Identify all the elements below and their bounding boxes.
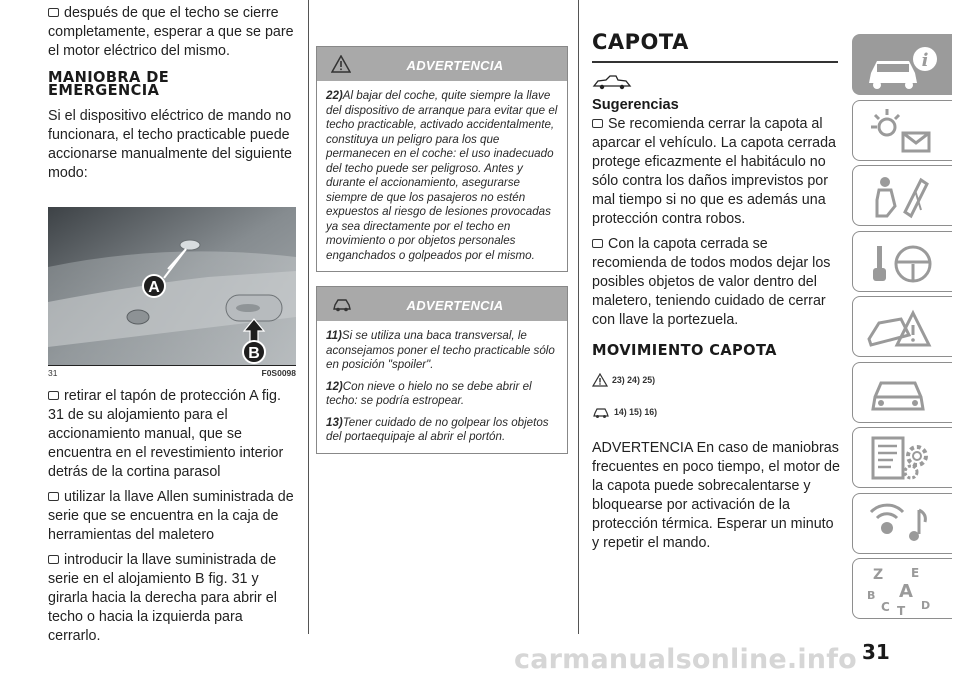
tab-steering-key[interactable] [852, 231, 952, 292]
tab-dashboard-lights[interactable] [852, 100, 952, 161]
reference-line-1: 23) 24) 25) [592, 369, 840, 391]
label-a: A [148, 279, 160, 296]
column-1 [48, 0, 296, 646]
warning-header [317, 287, 567, 321]
column-2 [316, 46, 568, 454]
emergency-paragraph: Si el dispositivo eléctrico de mando no funcionara, el techo practicable puede accionarse manualmente del siguiente modo: [48, 108, 292, 181]
bullet-icon [592, 119, 603, 128]
tab-car-service[interactable] [852, 362, 952, 423]
car-crash-icon [863, 301, 943, 353]
figure-31 [48, 207, 296, 379]
svg-text:B: B [867, 589, 876, 602]
section-sidebar [852, 34, 952, 624]
step-item: introducir la llave suministrada de serie en el alojamiento B fig. 31 y girarla hacia la derecha para abrir el techo o hacia la izquierda para cerrarlo. [48, 552, 277, 644]
svg-text:i: i [921, 50, 929, 71]
page-number: 31 [862, 640, 890, 664]
seat-airbag-icon [863, 170, 943, 222]
heading-line-1: MANIOBRA DE [48, 68, 170, 87]
svg-text:E: E [911, 566, 920, 580]
warning-triangle-icon [592, 373, 608, 387]
figure-code: F0S0098 [261, 368, 296, 378]
car-warning-icon [592, 405, 610, 419]
bullet-icon [48, 555, 59, 564]
step-item: utilizar la llave Allen suministrada de serie que se encuentra en la caja de herramientas del maletero [48, 489, 294, 543]
warning-body [317, 321, 567, 453]
warning-item: 12)Con nieve o hielo no se debe abrir el techo: se podría estropear. [326, 379, 532, 407]
bullet-icon [592, 239, 603, 248]
checklist-gear-icon [863, 432, 943, 484]
tab-car-crash[interactable] [852, 296, 952, 357]
warning-item: 13)Tener cuidado de no golpear los objetos del portaequipaje al abrir el portón. [326, 415, 549, 443]
tab-checklist-gear[interactable] [852, 427, 952, 488]
car-info-icon [863, 39, 943, 91]
steering-wheel-key-icon [863, 236, 943, 288]
warning-title: ADVERTENCIA [406, 58, 504, 73]
emergency-steps [48, 387, 296, 646]
warning-box-2 [316, 286, 568, 454]
suggestion-item: Se recomienda cerrar la capota al aparcar el vehículo. La capota cerrada protege eficazmente el habitáculo no sólo contra los daños imprevistos por mal tiempo si no que es además una protección contra robos. [592, 116, 836, 227]
heading-line-2: EMERGENCIA [48, 81, 160, 100]
svg-text:C: C [881, 600, 890, 614]
warning-body [317, 81, 567, 271]
warning-title: ADVERTENCIA [406, 298, 504, 313]
multimedia-music-icon [863, 498, 943, 550]
movement-heading: MOVIMIENTO CAPOTA [592, 341, 777, 360]
roof-photo [48, 207, 296, 365]
convertible-car-icon [592, 71, 636, 91]
tab-car-info[interactable] [852, 34, 952, 95]
tab-seat-airbag[interactable] [852, 165, 952, 226]
roof-photo-image [48, 207, 296, 365]
column-divider-2 [578, 0, 579, 634]
emergency-heading [48, 68, 296, 100]
subheading: Sugerencias [592, 97, 679, 113]
section-title: CAPOTA [592, 30, 689, 54]
svg-text:T: T [897, 604, 906, 615]
reference-line-2: 14) 15) 16) [592, 401, 840, 423]
warning-box-1 [316, 46, 568, 272]
step-item: retirar el tapón de protección A fig. 31 de su alojamiento para el accionamiento manual, que se encuentra en el revestimiento interior detrás de la cortina parasol [48, 388, 284, 480]
tab-alphabet-index[interactable] [852, 558, 952, 619]
bullet-icon [48, 492, 59, 501]
advertencia-paragraph: ADVERTENCIA En caso de maniobras frecuentes en poco tiempo, el motor de la capota puede sobrecalentarse y bloquearse por activación de la protección térmica. Esperar un minuto y repetir el mando. [592, 440, 840, 551]
watermark-text: carmanualsonline.info [514, 644, 857, 675]
tab-multimedia[interactable] [852, 493, 952, 554]
label-b: B [248, 345, 260, 362]
warning-item: 22)Al bajar del coche, quite siempre la llave del dispositivo de arranque para evitar que el techo practicable, activado accidentalmente, constituya un peligro para los que permanecen en el coche: el uso inadecuado del techo puede ser peligroso. Antes y durante el accionamiento, asegurarse siempre de que los pasajeros no estén expuestos al riesgo de lesiones provocadas ya sea directamente por el techo en movimiento o por objetos personales enganchados o golpeados por el mismo. [326, 89, 558, 262]
title-rule [592, 61, 838, 63]
figure-caption [48, 365, 296, 379]
bullet-icon [48, 391, 59, 400]
alphabet-index-icon [863, 563, 943, 615]
intro-paragraph: después de que el techo se cierre completamente, esperar a que se pare el motor eléctrico del mismo. [48, 5, 294, 59]
suggestion-item: Con la capota cerrada se recomienda de todos modos dejar los posibles objetos de valor dentro del maletero, teniendo cuidado de cerrar con llave la portezuela. [592, 236, 831, 328]
dashboard-lights-icon [863, 105, 943, 157]
svg-text:A: A [899, 581, 913, 602]
column-3 [592, 30, 840, 553]
warning-item: 11)Si se utiliza una baca transversal, le aconsejamos poner el techo practicable sólo en posición "spoiler". [326, 329, 555, 371]
warning-header [317, 47, 567, 81]
svg-text:D: D [921, 599, 931, 612]
bullet-icon [48, 8, 59, 17]
car-service-icon [863, 367, 943, 419]
svg-text:Z: Z [873, 567, 884, 583]
figure-number: 31 [48, 368, 58, 378]
column-divider-1 [308, 0, 309, 634]
